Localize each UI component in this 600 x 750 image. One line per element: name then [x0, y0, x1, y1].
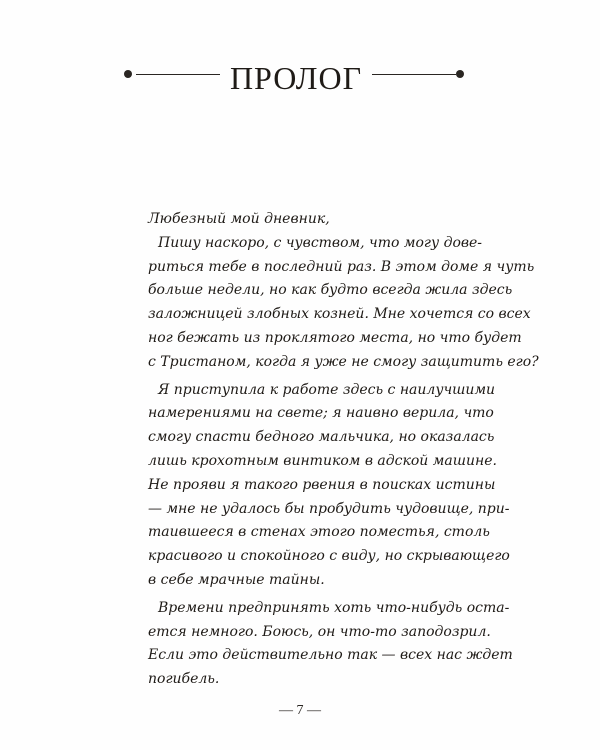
- text-line: красивого и спокойного с виду, но скрывающего: [148, 548, 510, 565]
- text-line: заложницей злобных козней. Мне хочется со всех: [148, 306, 531, 323]
- text-line: погибель.: [148, 671, 220, 688]
- text-line: намерениями на свете; я наивно верила, что: [148, 405, 494, 422]
- text-line: таившееся в стенах этого поместья, столь: [148, 524, 490, 541]
- ornament-rule-left: [136, 74, 220, 75]
- text-line: Любезный мой дневник,: [148, 211, 330, 227]
- prologue-text: [148, 208, 539, 692]
- text-line: Если это действительно так — всех нас ждет: [148, 647, 513, 664]
- ornament-dot-left: [124, 70, 132, 78]
- text-line: ног бежать из проклятого места, но что будет: [148, 329, 522, 346]
- text-line: ется немного. Боюсь, он что-то заподозрил.: [148, 623, 491, 640]
- text-line: Не прояви я такого рвения в поисках истины: [148, 476, 496, 493]
- text-line: лишь крохотным винтиком в адской машине.: [148, 452, 497, 469]
- text-line: смогу спасти бедного мальчика, но оказалась: [148, 429, 495, 446]
- text-line: риться тебе в последний раз. В этом доме я чуть: [148, 258, 535, 275]
- text-line: Пишу наскоро, с чувством, что могу дове-: [158, 234, 483, 251]
- chapter-title: ПРОЛОГ: [229, 60, 363, 96]
- page-number: — 7 —: [279, 703, 321, 718]
- text-line: Я приступила к работе здесь с наилучшими: [158, 381, 496, 398]
- text-line: больше недели, но как будто всегда жила здесь: [148, 282, 513, 299]
- text-line: с Тристаном, когда я уже не смогу защитить его?: [148, 353, 539, 370]
- text-line: в себе мрачные тайны.: [148, 571, 325, 588]
- ornament-rule-right: [372, 74, 456, 75]
- text-line: — мне не удалось бы пробудить чудовище, при-: [148, 500, 510, 517]
- text-line: Времени предпринять хоть что-нибудь оста-: [158, 599, 510, 616]
- chapter-header: [0, 52, 600, 104]
- ornament-dot-right: [456, 70, 464, 78]
